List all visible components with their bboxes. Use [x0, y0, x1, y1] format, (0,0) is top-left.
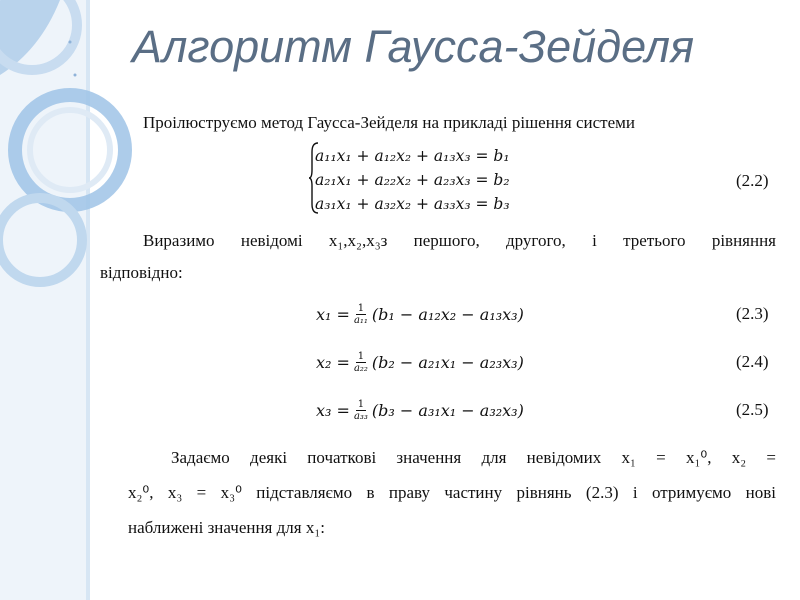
- intro-text: Проілюструємо метод Гаусса-Зейделя на прикладі рішення системи: [143, 113, 636, 132]
- equation-2-5: [316, 390, 524, 430]
- equation-number-2-2: (2.2): [736, 171, 769, 190]
- equation-system: [315, 144, 510, 216]
- paragraph-line3: наближені значення для x₁:: [128, 518, 325, 537]
- equation-rhs: (b₁ − a₁₂x₂ − a₁₃x₃): [371, 304, 524, 324]
- system-line-2: a₂₁x₁ + a₂₂x₂ + a₂₃x₃ = b₂: [315, 171, 510, 189]
- paragraph-line1: Задаємо деякі початкові значення для невідомих x₁ = x₁⁰, x₂ =: [171, 448, 776, 467]
- fraction-numerator: 1: [357, 302, 365, 314]
- fraction: [353, 303, 369, 326]
- fraction-denominator: a₃₃: [353, 410, 368, 422]
- equation-lhs: x₂ =: [316, 352, 350, 372]
- fraction: [353, 351, 369, 374]
- equation-2-4: [316, 342, 524, 382]
- equation-number-2-4: (2.4): [736, 352, 769, 371]
- equation-lhs: x₃ =: [316, 400, 350, 420]
- slide-title: Алгоритм Гаусса-Зейделя: [132, 21, 695, 72]
- equation-rhs: (b₃ − a₃₁x₁ − a₃₂x₃): [371, 400, 524, 420]
- equation-rhs: (b₂ − a₂₁x₁ − a₂₃x₃): [371, 352, 524, 372]
- fraction-denominator: a₁₁: [353, 314, 368, 326]
- equation-lhs: x₁ =: [316, 304, 350, 324]
- express-text-line1: Виразимо невідомі x₁,x₂,x₃з першого, другого, і третього рівняння: [143, 231, 776, 250]
- equation-number-2-3: (2.3): [736, 304, 769, 323]
- system-line-3: a₃₁x₁ + a₃₂x₂ + a₃₃x₃ = b₃: [315, 195, 510, 213]
- fraction-denominator: a₂₂: [353, 362, 368, 374]
- paragraph-line2: x₂⁰, x₃ = x₃⁰ підставляємо в праву частину рівнянь (2.3) і отримуємо нові: [128, 483, 776, 502]
- system-line-1: a₁₁x₁ + a₁₂x₂ + a₁₃x₃ = b₁: [315, 147, 510, 165]
- fraction: [353, 399, 369, 422]
- equation-2-3: [316, 294, 524, 334]
- fraction-numerator: 1: [357, 350, 365, 362]
- fraction-numerator: 1: [357, 398, 365, 410]
- equation-number-2-5: (2.5): [736, 400, 769, 419]
- express-text-line2: відповідно:: [100, 263, 183, 282]
